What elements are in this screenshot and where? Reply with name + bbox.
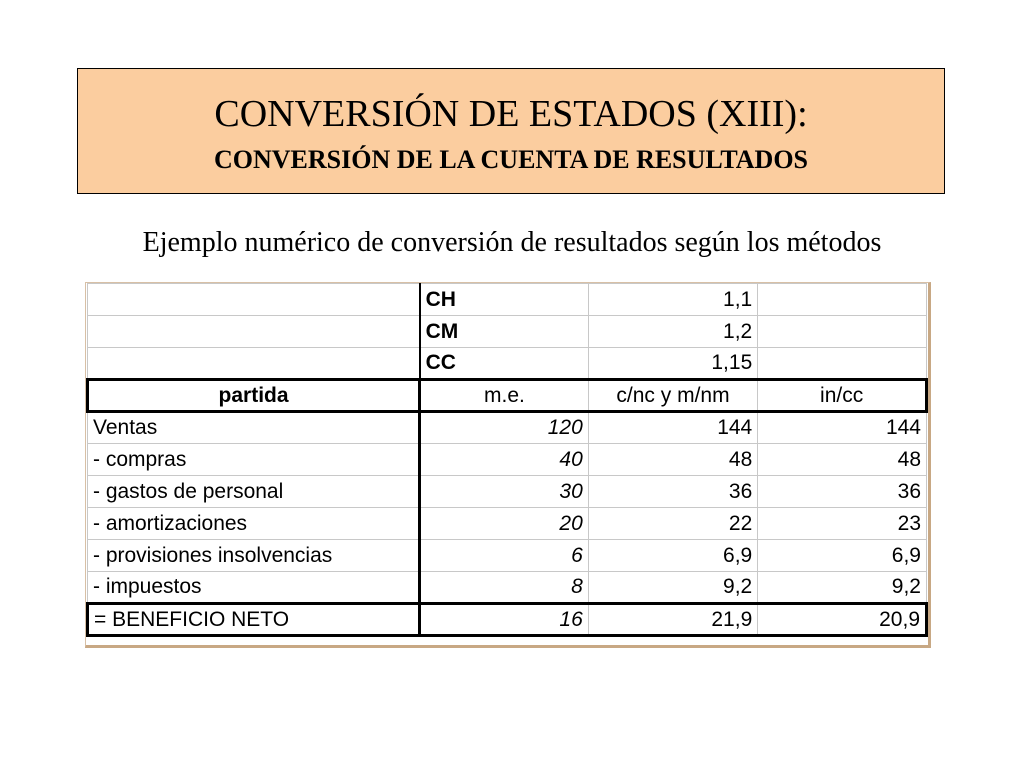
cnc-cell: 144: [588, 412, 757, 444]
rate-value: 1,1: [588, 284, 757, 316]
spreadsheet-table: [85, 282, 931, 648]
total-row: [88, 604, 927, 636]
total-partida-cell: = BENEFICIO NETO: [88, 604, 420, 636]
rate-row: [88, 348, 927, 380]
rate-row: [88, 316, 927, 348]
table-row: [88, 412, 927, 444]
results-table: [86, 283, 928, 637]
rate-row: [88, 284, 927, 316]
empty-cell: [758, 316, 927, 348]
incc-cell: 6,9: [758, 540, 927, 572]
header-row: [88, 380, 927, 412]
partida-cell: - gastos de personal: [88, 476, 420, 508]
cnc-cell: 22: [588, 508, 757, 540]
table-row: [88, 572, 927, 604]
partida-cell: - provisiones insolvencias: [88, 540, 420, 572]
title-box: [77, 68, 945, 194]
partida-cell: - compras: [88, 444, 420, 476]
partida-cell: - impuestos: [88, 572, 420, 604]
header-partida: partida: [88, 380, 420, 412]
empty-cell: [88, 284, 420, 316]
rate-value: 1,15: [588, 348, 757, 380]
me-cell: 40: [420, 444, 589, 476]
cnc-cell: 9,2: [588, 572, 757, 604]
total-me-cell: 16: [420, 604, 589, 636]
cnc-cell: 36: [588, 476, 757, 508]
header-incc: in/cc: [758, 380, 927, 412]
incc-cell: 9,2: [758, 572, 927, 604]
incc-cell: 23: [758, 508, 927, 540]
cnc-cell: 6,9: [588, 540, 757, 572]
empty-cell: [758, 348, 927, 380]
partida-cell: Ventas: [88, 412, 420, 444]
empty-cell: [88, 316, 420, 348]
me-cell: 20: [420, 508, 589, 540]
me-cell: 6: [420, 540, 589, 572]
me-cell: 30: [420, 476, 589, 508]
table-row: [88, 444, 927, 476]
slide-title: CONVERSIÓN DE ESTADOS (XIII):: [214, 93, 808, 135]
slide-subtitle: CONVERSIÓN DE LA CUENTA DE RESULTADOS: [213, 145, 809, 174]
total-incc-cell: 20,9: [758, 604, 927, 636]
incc-cell: 144: [758, 412, 927, 444]
me-cell: 8: [420, 572, 589, 604]
rate-label: CH: [420, 284, 589, 316]
me-cell: 120: [420, 412, 589, 444]
partida-cell: - amortizaciones: [88, 508, 420, 540]
incc-cell: 48: [758, 444, 927, 476]
header-cnc: c/nc y m/nm: [588, 380, 757, 412]
rate-label: CC: [420, 348, 589, 380]
header-me: m.e.: [420, 380, 589, 412]
incc-cell: 36: [758, 476, 927, 508]
rate-label: CM: [420, 316, 589, 348]
rate-value: 1,2: [588, 316, 757, 348]
total-cnc-cell: 21,9: [588, 604, 757, 636]
table-row: [88, 476, 927, 508]
empty-cell: [88, 348, 420, 380]
intro-text: Ejemplo numérico de conversión de resultados según los métodos: [142, 227, 882, 258]
cnc-cell: 48: [588, 444, 757, 476]
empty-cell: [758, 284, 927, 316]
table-row: [88, 508, 927, 540]
table-row: [88, 540, 927, 572]
